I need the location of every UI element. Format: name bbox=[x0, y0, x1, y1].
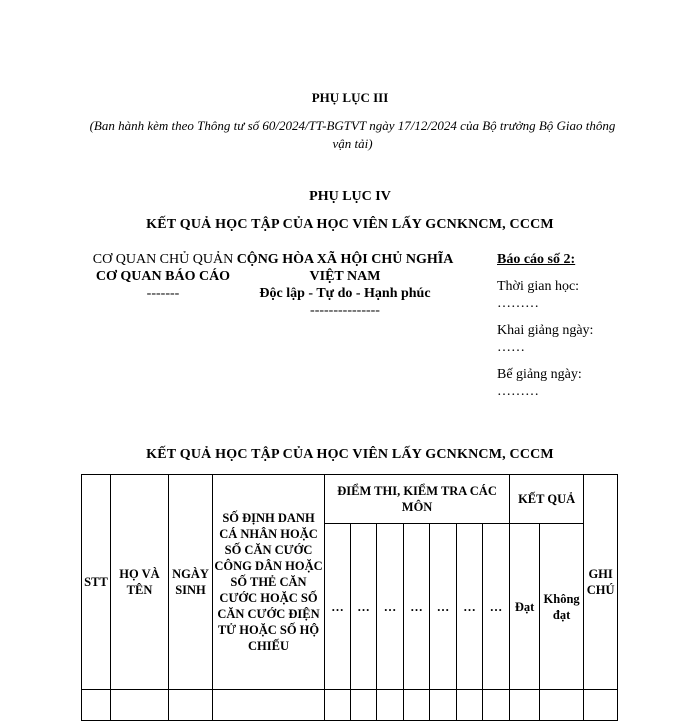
header-fail: Không đạt bbox=[540, 524, 584, 690]
header-note: GHI CHÚ bbox=[584, 475, 618, 690]
opening-date-label: Khai giảng ngày: bbox=[497, 323, 594, 338]
closing-date-label: Bế giảng ngày: bbox=[497, 367, 582, 382]
document-headline: KẾT QUẢ HỌC TẬP CỦA HỌC VIÊN LẤY GCNKNCM, CCCM bbox=[146, 217, 554, 232]
subject-col: … bbox=[377, 524, 404, 690]
republic-name: CỘNG HÒA XÃ HỘI CHỦ NGHĨA VIỆT NAM bbox=[236, 252, 454, 284]
table-row bbox=[82, 690, 618, 721]
header-stt: STT bbox=[82, 475, 111, 690]
subject-col: … bbox=[430, 524, 457, 690]
results-table bbox=[81, 474, 618, 721]
header-dob: NGÀY SINH bbox=[169, 475, 213, 690]
subject-col: … bbox=[351, 524, 377, 690]
agency-rule: ------- bbox=[146, 286, 180, 301]
issued-note: (Ban hành kèm theo Thông tư số 60/2024/TT-BGTVT ngày 17/12/2024 của Bộ trưởng Bộ Giao thông vận tải) bbox=[89, 118, 616, 151]
closing-date-value: ……… bbox=[497, 384, 539, 399]
header-result: KẾT QUẢ bbox=[510, 475, 584, 524]
study-time-value: ……… bbox=[497, 296, 539, 311]
opening-date-value: …… bbox=[497, 340, 525, 355]
appendix-iv-title: PHỤ LỤC IV bbox=[309, 189, 391, 204]
subject-col: … bbox=[483, 524, 510, 690]
table-title: KẾT QUẢ HỌC TẬP CỦA HỌC VIÊN LẤY GCNKNCM, CCCM bbox=[146, 447, 554, 462]
subject-col: … bbox=[404, 524, 430, 690]
header-id-number: SỐ ĐỊNH DANH CÁ NHÂN HOẶC SỐ CĂN CƯỚC CÔNG DÂN HOẶC SỐ THẺ CĂN CƯỚC HOẶC SỐ CĂN CƯỚC ĐIỆN TỬ HOẶC SỐ HỘ CHIẾU bbox=[213, 475, 325, 690]
appendix-iii-title: PHỤ LỤC III bbox=[311, 90, 389, 105]
study-time-label: Thời gian học: bbox=[497, 279, 580, 294]
agency-block bbox=[88, 251, 238, 302]
governing-agency: CƠ QUAN CHỦ QUẢN bbox=[92, 252, 234, 267]
reporting-agency: CƠ QUAN BÁO CÁO bbox=[95, 269, 231, 284]
header-name: HỌ VÀ TÊN bbox=[111, 475, 169, 690]
subject-col: … bbox=[457, 524, 483, 690]
subject-col: … bbox=[325, 524, 351, 690]
report-info bbox=[497, 251, 617, 400]
national-motto: Độc lập - Tự do - Hạnh phúc bbox=[259, 286, 431, 301]
national-header bbox=[235, 251, 455, 319]
motto-rule: --------------- bbox=[310, 303, 380, 318]
report-number: Báo cáo số 2: bbox=[497, 252, 576, 267]
header-pass: Đạt bbox=[510, 524, 540, 690]
header-scores: ĐIỂM THI, KIỂM TRA CÁC MÔN bbox=[325, 475, 510, 524]
